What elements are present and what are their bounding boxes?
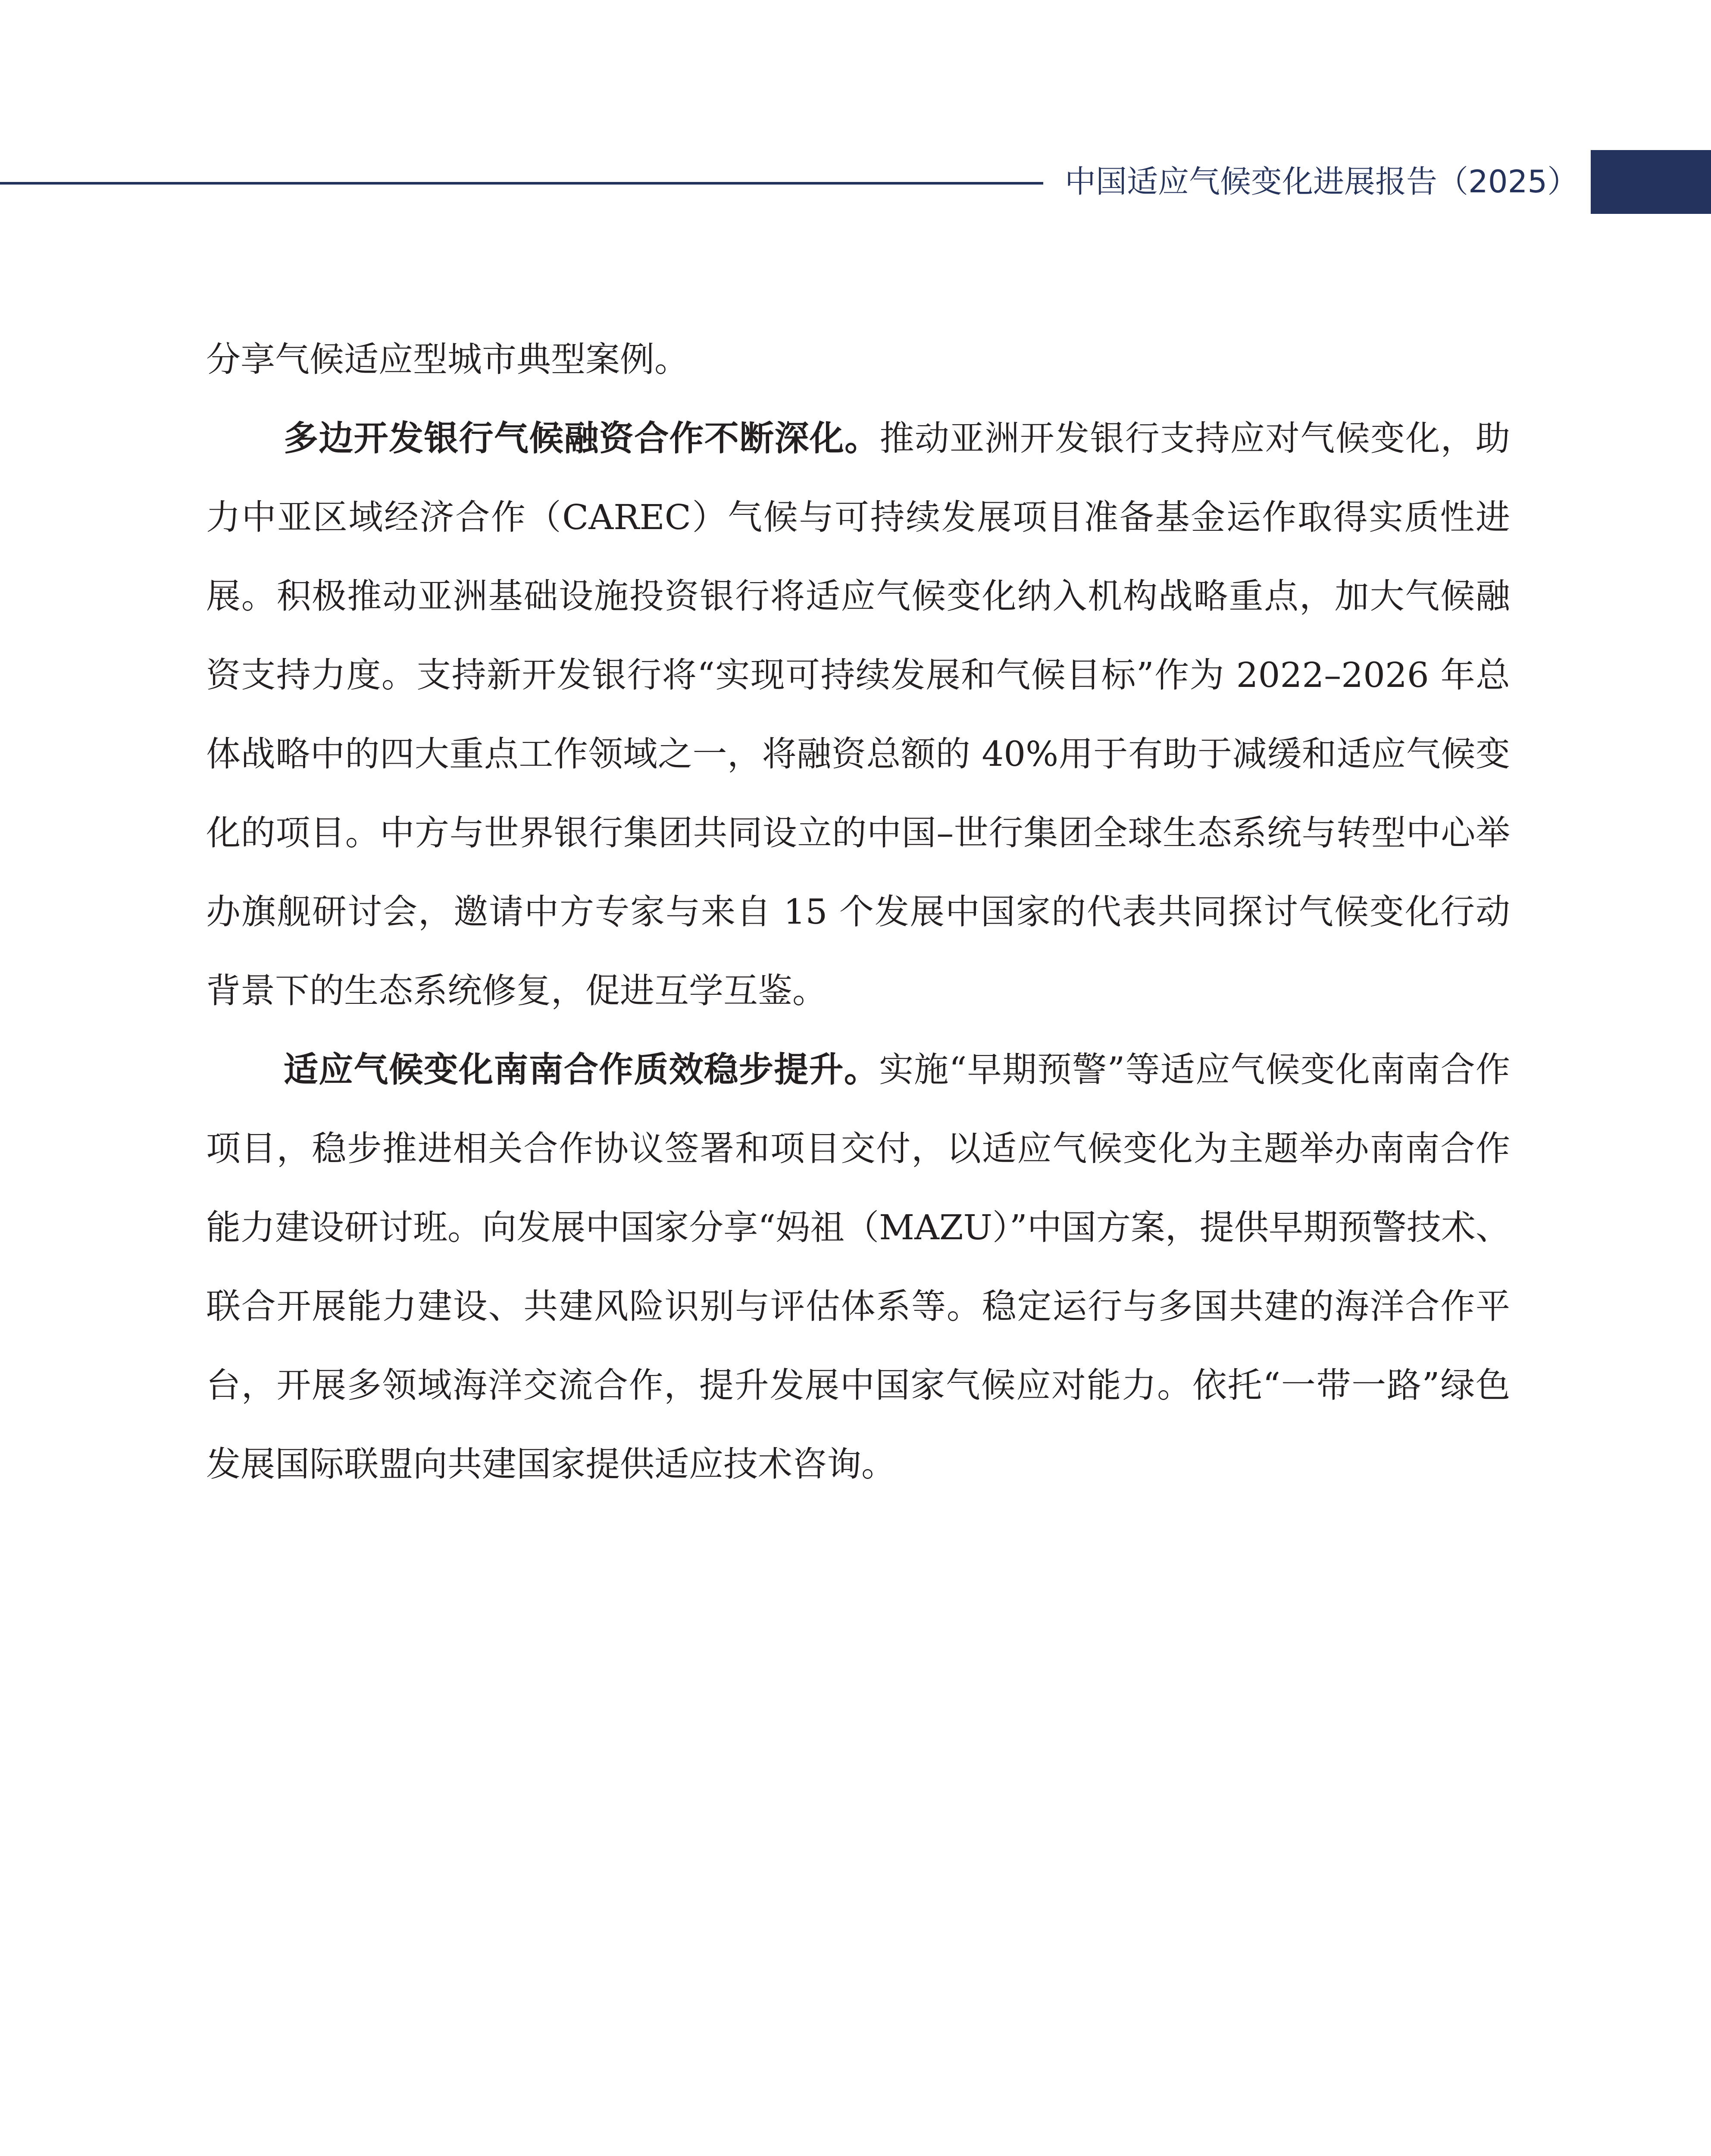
paragraph-continuation: [206, 320, 1510, 399]
running-header-title: 中国适应气候变化进展报告（2025）: [1065, 163, 1579, 200]
paragraph-lead-heading: 适应气候变化南南合作质效稳步提升。: [284, 1050, 879, 1090]
paragraph-text: 分享气候适应型城市典型案例。: [206, 339, 689, 379]
paragraph-lead-heading: 多边开发银行气候融资合作不断深化。: [284, 418, 880, 458]
header-rule: [0, 182, 1043, 185]
header-accent-block: [1591, 150, 1711, 214]
body-text: [206, 320, 1510, 1504]
paragraph-mdb-climate-finance: [206, 399, 1510, 1030]
paragraph-south-south-cooperation: [206, 1030, 1510, 1504]
paragraph-text: 推动亚洲开发银行支持应对气候变化，助力中亚区域经济合作（CAREC）气候与可持续发展项目准备基金运作取得实质性进展。积极推动亚洲基础设施投资银行将适应气候变化纳入机构战略重点，加大气候融资支持力度。支持新开发银行将“实现可持续发展和气候目标”作为 2022–2026 年总体战略中的四大重点工作领域之一，将融资总额的 40%用于有助于减缓和适应气候变化的项目。中方与世界银行集团共同设立的中国–世行集团全球生态系统与转型中心举办旗舰研讨会，邀请中方专家与来自 15 个发展中国家的代表共同探讨气候变化行动背景下的生态系统修复，促进互学互鉴。: [206, 418, 1510, 1011]
paragraph-text: 实施“早期预警”等适应气候变化南南合作项目，稳步推进相关合作协议签署和项目交付，以适应气候变化为主题举办南南合作能力建设研讨班。向发展中国家分享“妈祖（MAZU）”中国方案，提供早期预警技术、联合开展能力建设、共建风险识别与评估体系等。稳定运行与多国共建的海洋合作平台，开展多领域海洋交流合作，提升发展中国家气候应对能力。依托“一带一路”绿色发展国际联盟向共建国家提供适应技术咨询。: [206, 1050, 1510, 1484]
